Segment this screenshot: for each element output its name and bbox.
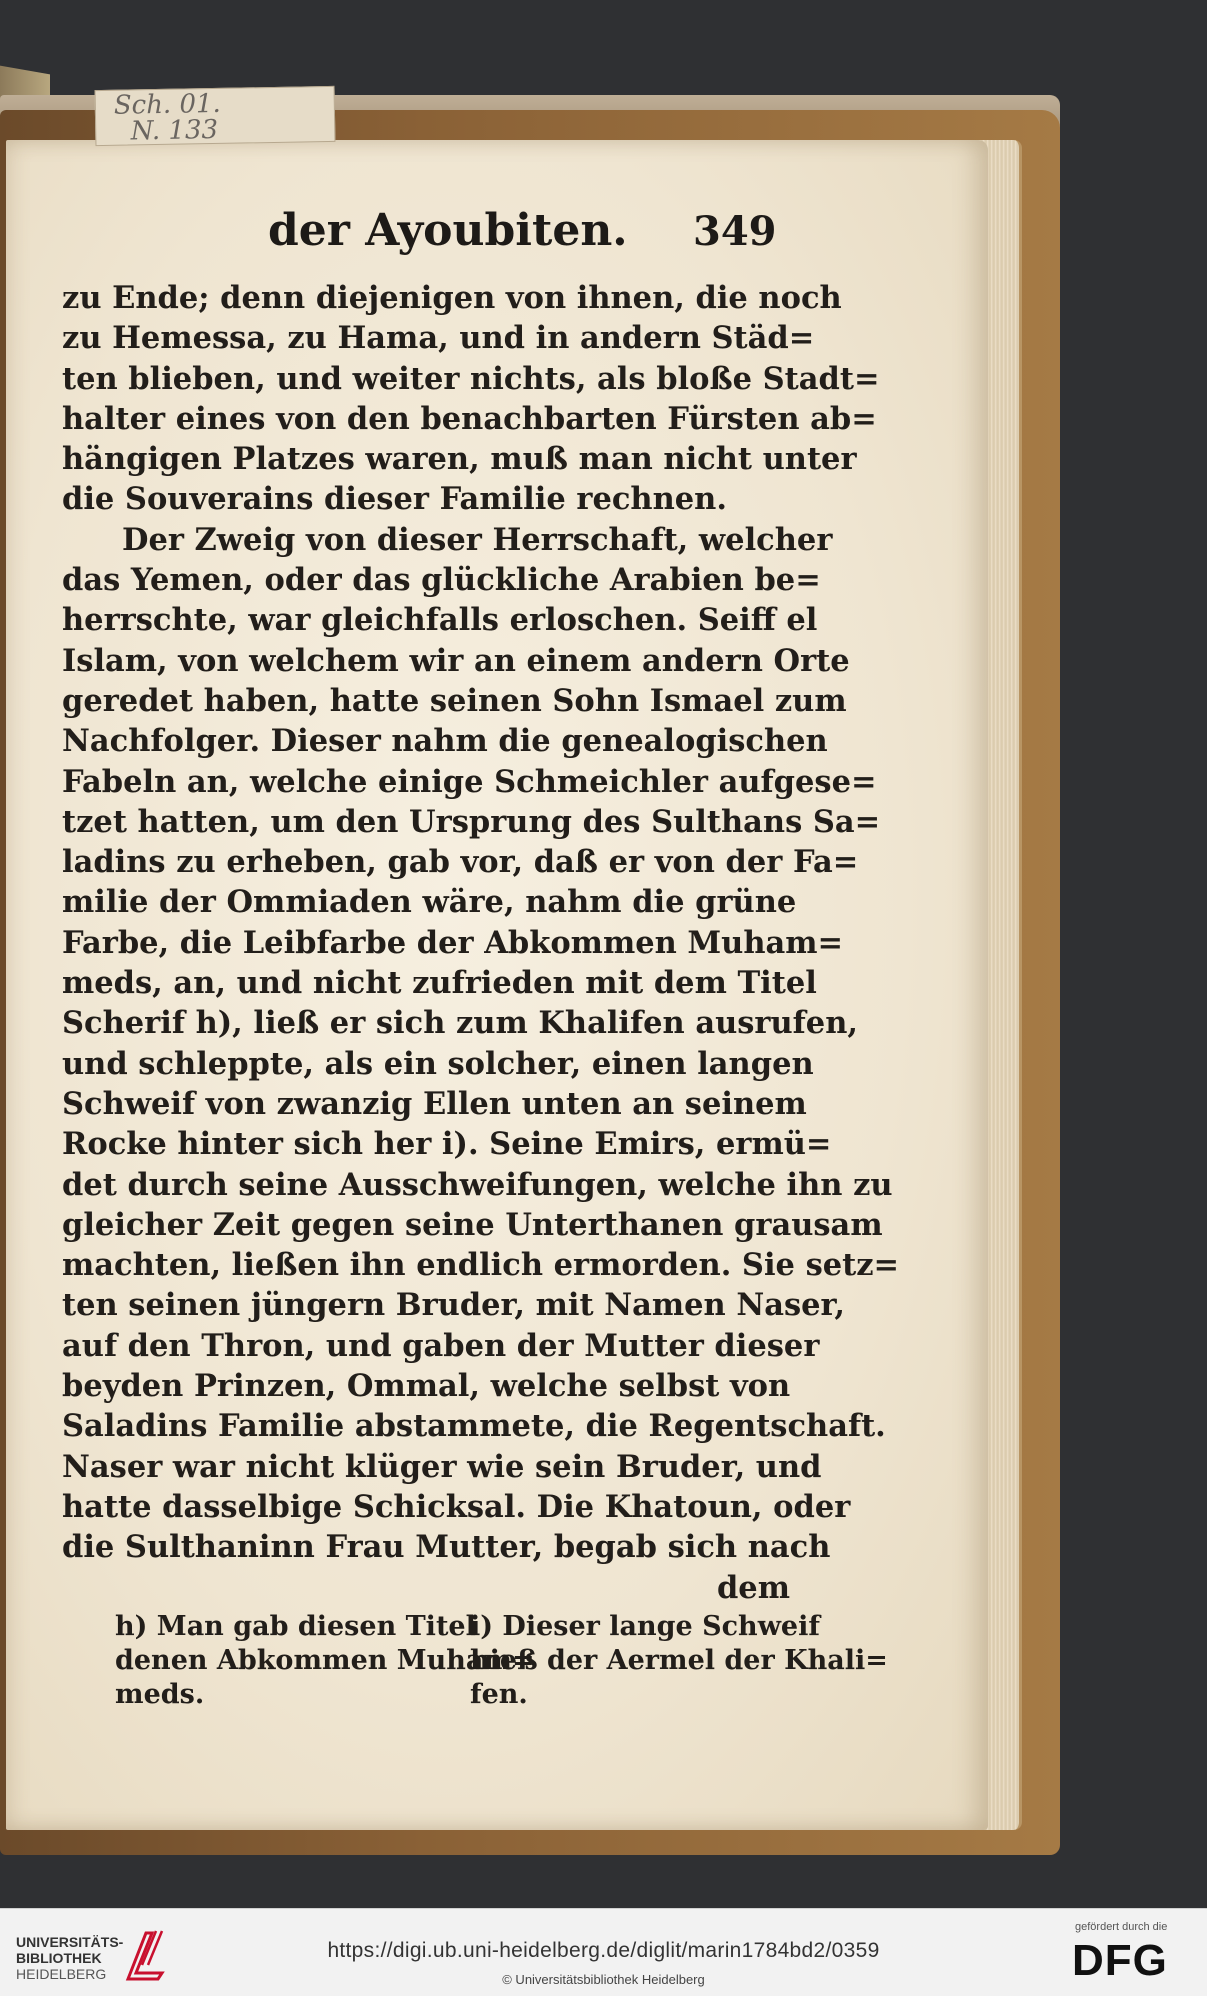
body-text-line: hängigen Platzes waren, muß man nicht unter (62, 441, 857, 478)
page-number: 349 (693, 208, 777, 255)
body-text-line: auf den Thron, und gaben der Mutter dieser (62, 1327, 820, 1364)
body-text-line: meds, an, und nicht zufrieden mit dem Titel (62, 965, 817, 1002)
body-text-line: machten, ließen ihn endlich ermorden. Sie setz= (62, 1247, 900, 1284)
body-text-line: Islam, von welchem wir an einem andern Orte (62, 642, 850, 679)
body-text-line: dem (716, 1569, 790, 1606)
viewer-footer (0, 1908, 1207, 1996)
footnote-h-line: denen Abkommen Muham= (115, 1645, 535, 1676)
body-text-line: ten blieben, und weiter nichts, als bloße Stadt= (62, 360, 880, 397)
body-text-line: ten seinen jüngern Bruder, mit Namen Naser, (62, 1287, 846, 1324)
shelf-label (95, 86, 336, 146)
body-text-line: det durch seine Ausschweifungen, welche ihn zu (62, 1166, 893, 1203)
funded-by-label: gefördert durch die (1075, 1921, 1168, 1933)
body-text-line: ladins zu erheben, gab vor, daß er von der Fa= (62, 844, 859, 881)
body-text-line: die Sulthaninn Frau Mutter, begab sich nach (62, 1529, 831, 1566)
copyright-notice: © Universitätsbibliothek Heidelberg (502, 1972, 705, 1987)
body-text-line: die Souverains dieser Familie rechnen. (62, 481, 727, 518)
body-text-line: Saladins Familie abstammete, die Regentschaft. (62, 1408, 886, 1445)
body-text-line: Scherif h), ließ er sich zum Khalifen ausrufen, (62, 1005, 858, 1042)
footnote-i-line: i) Dieser lange Schweif (470, 1611, 820, 1642)
footnote-h-line: h) Man gab diesen Titel (115, 1611, 476, 1642)
body-text-line: und schleppte, als ein solcher, einen langen (62, 1045, 814, 1082)
body-text-line: Schweif von zwanzig Ellen unten an seinem (62, 1085, 807, 1122)
body-text-line: gleicher Zeit gegen seine Unterthanen grausam (62, 1206, 883, 1243)
body-text-line: hatte dasselbige Schicksal. Die Khatoun, oder (62, 1488, 851, 1525)
body-text-line: herrschte, war gleichfalls erloschen. Seiff el (62, 602, 818, 639)
body-text-line: milie der Ommiaden wäre, nahm die grüne (62, 884, 797, 921)
body-text-line: Nachfolger. Dieser nahm die genealogischen (62, 723, 828, 760)
body-text-line: Naser war nicht klüger wie sein Bruder, und (62, 1448, 822, 1485)
footnote-i-line: fen. (470, 1679, 528, 1710)
running-header: der Ayoubiten. (268, 205, 628, 256)
body-text-line: Rocke hinter sich her i). Seine Emirs, ermü= (62, 1126, 832, 1163)
library-name-line1: UNIVERSITÄTS- (16, 1934, 124, 1950)
body-text-line: das Yemen, oder das glückliche Arabien be= (62, 562, 821, 599)
body-text-line: beyden Prinzen, Ommal, welche selbst von (62, 1368, 791, 1405)
footnote-i (470, 1610, 888, 1712)
body-text-line: zu Hemessa, zu Hama, und in andern Städ= (62, 320, 815, 357)
body-text-line: Farbe, die Leibfarbe der Abkommen Muham= (62, 924, 844, 961)
body-text-line: geredet haben, hatte seinen Sohn Ismael zum (62, 682, 847, 719)
footnote-h-line: meds. (115, 1679, 205, 1710)
library-name-line3: HEIDELBERG (16, 1966, 107, 1982)
body-text-line: Der Zweig von dieser Herrschaft, welcher (122, 521, 833, 558)
library-name-line2: BIBLIOTHEK (16, 1950, 102, 1966)
footnote-i-line: hieß der Aermel der Khali= (470, 1645, 888, 1676)
body-text-line: Fabeln an, welche einige Schmeichler aufgese= (62, 763, 877, 800)
body-text-line: zu Ende; denn diejenigen von ihnen, die noch (62, 280, 842, 316)
shelf-label-text: Sch. 01. N. 133 (113, 88, 222, 147)
body-text-line: halter eines von den benachbarten Fürsten ab= (62, 400, 877, 437)
permalink-url[interactable]: https://digi.ub.uni-heidelberg.de/diglit/marin1784bd2/0359 (327, 1939, 880, 1962)
body-text-line: tzet hatten, um den Ursprung des Sulthans Sa= (62, 803, 881, 840)
body-text (62, 278, 900, 1608)
dfg-logo: DFG (1072, 1936, 1168, 1985)
